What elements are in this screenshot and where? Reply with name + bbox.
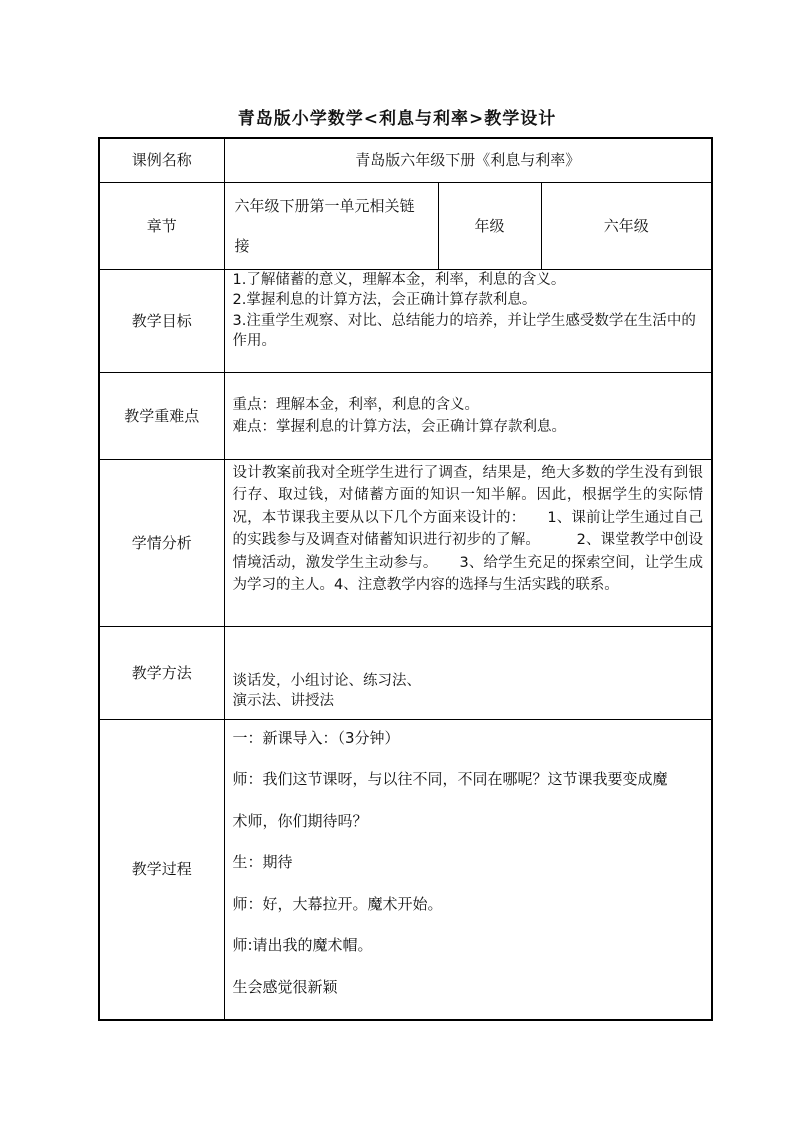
process-line-1: 一：新课导入：（3分钟）	[232, 728, 400, 747]
row-analysis	[99, 459, 712, 626]
process-cell	[224, 719, 712, 1020]
process-line-7: 生会感觉很新颖	[232, 977, 338, 996]
grade-value: 六年级	[541, 182, 712, 269]
row-objectives	[99, 269, 712, 372]
objectives-label: 教学目标	[99, 269, 224, 372]
process-line-6: 师:请出我的魔术帽。	[232, 936, 373, 954]
lesson-plan-table	[98, 137, 713, 1021]
methods-line-2: 演示法、讲授法	[232, 693, 334, 709]
process-line-4: 生：期待	[232, 853, 293, 871]
objectives-cell	[224, 269, 712, 372]
key-point-line-2: 难点：掌握利息的计算方法，会正确计算存款利息。	[232, 418, 566, 435]
analysis-text: 设计教案前我对全班学生进行了调查，结果是，绝大多数的学生没有到银行存、取过钱，对储蓄方面的知识一知半解。因此，根据学生的实际情况，本节课我主要从以下几个方面来设计的： 1、课前让学生通过自己的实践参与及调查对储蓄知识进行初步的了解。 2、课堂教学中创设情境活动，激发学生主动参与。 3、给学生充足的探索空间，让学生成为学习的主人。4、注意教学内容的选择与生活实践的联系。	[232, 464, 704, 593]
methods-cell	[224, 626, 712, 719]
key-points-cell	[224, 372, 712, 459]
analysis-cell	[224, 459, 712, 626]
row-methods	[99, 626, 712, 719]
objective-line-3: 3.注重学生观察、对比、总结能力的培养，并让学生感受数学在生活中的作用。	[232, 312, 696, 349]
row-course	[99, 138, 712, 182]
process-line-5: 师：好，大幕拉开。魔术开始。	[232, 894, 443, 913]
chapter-cell	[224, 182, 438, 269]
row-chapter	[99, 182, 712, 269]
objective-line-2: 2.掌握利息的计算方法，会正确计算存款利息。	[232, 292, 537, 308]
key-point-line-1: 重点：理解本金，利率，利息的含义。	[232, 396, 479, 413]
course-label: 课例名称	[99, 138, 224, 182]
process-label: 教学过程	[99, 719, 224, 1020]
process-line-3: 术师，你们期待吗？	[232, 811, 368, 830]
row-process	[99, 719, 712, 1020]
chapter-label: 章节	[99, 182, 224, 269]
course-value: 青岛版六年级下册《利息与利率》	[224, 138, 712, 182]
methods-line-1: 谈话发，小组讨论、练习法、	[232, 672, 421, 689]
objective-line-1: 1.了解储蓄的意义，理解本金，利率，利息的含义。	[232, 271, 566, 288]
process-line-2: 师：我们这节课呀，与以往不同，不同在哪呢？这节课我要变成魔	[232, 770, 668, 788]
grade-label: 年级	[438, 182, 541, 269]
row-key-points	[99, 372, 712, 459]
chapter-value: 六年级下册第一单元相关链接	[234, 196, 415, 255]
key-points-label: 教学重难点	[99, 372, 224, 459]
methods-label: 教学方法	[99, 626, 224, 719]
document-title: 青岛版小学数学<利息与利率>教学设计	[237, 109, 557, 129]
analysis-label: 学情分析	[99, 459, 224, 626]
